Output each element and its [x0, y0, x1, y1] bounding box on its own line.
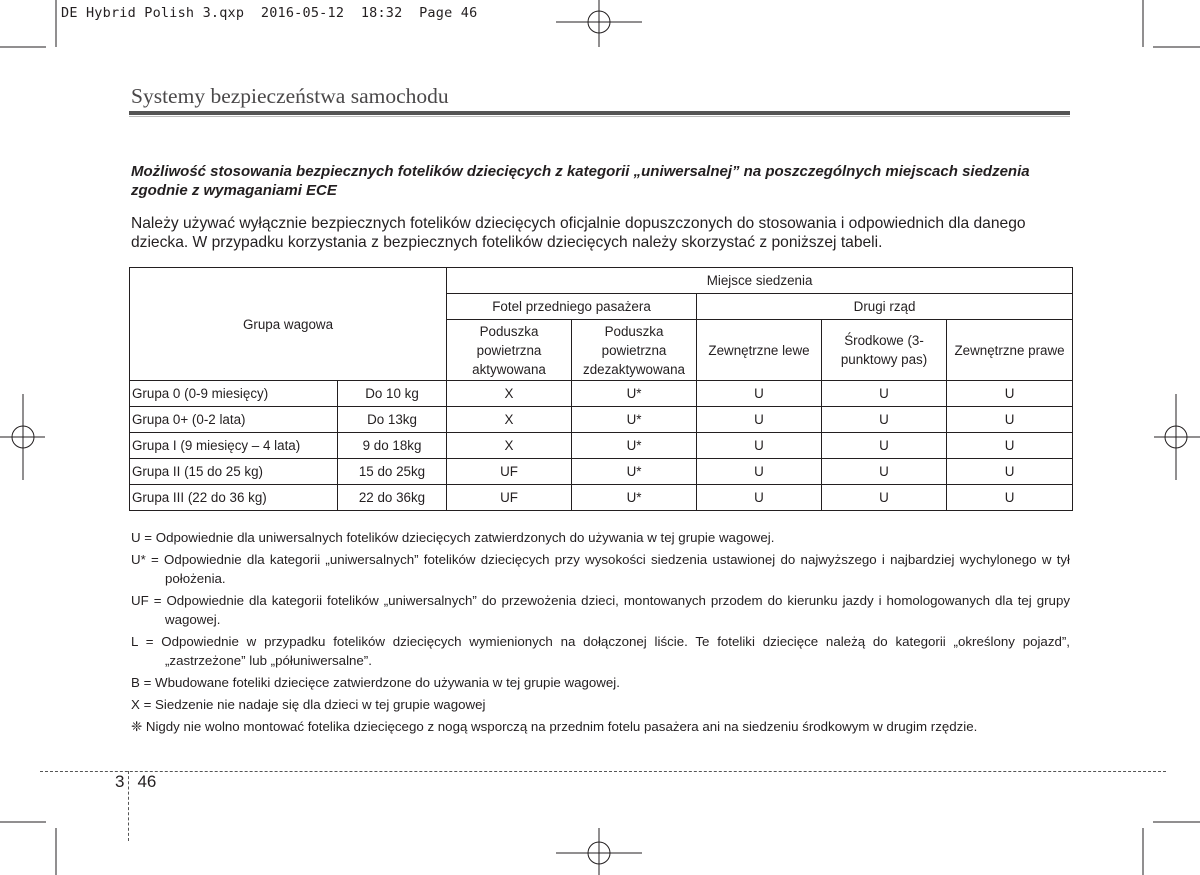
second-row-header: Drugi rząd — [697, 294, 1073, 320]
chapter-number: 3 — [115, 772, 125, 791]
group-cell: Grupa 0 (0-9 miesięcy) — [130, 381, 338, 407]
weight-cell: Do 10 kg — [338, 381, 447, 407]
center-cell: U — [822, 485, 947, 511]
subsection-heading: Możliwość stosowania bezpiecznych fotelików dziecięcych z kategorii „uniwersalnej” na poszczególnych miejscach siedzenia zgodnie z wymaganiami ECE — [131, 163, 1030, 199]
section-title: Systemy bezpieczeństwa samochodu — [131, 84, 449, 108]
page-number-value: 46 — [137, 772, 157, 791]
airbag-on-cell: X — [447, 433, 572, 459]
seat-position-header: Miejsce siedzenia — [447, 268, 1073, 294]
registration-mark-bottom — [556, 828, 642, 875]
table-row — [130, 433, 1073, 459]
note-l: L = Odpowiednie w przypadku fotelików dziecięcych wymienionych na dołączonej liście. Te foteliki dziecięce należą do kategorii „określony pojazd”, „zastrzeżone” lub „półuniwersalne”. — [131, 634, 1070, 668]
weight-cell: 22 do 36kg — [338, 485, 447, 511]
registration-mark-top — [556, 0, 642, 47]
airbag-off-cell: U* — [572, 381, 697, 407]
center-cell: U — [822, 381, 947, 407]
center-cell: U — [822, 459, 947, 485]
airbag-off-cell: U* — [572, 485, 697, 511]
title-rule — [129, 111, 1070, 115]
col-airbag-off: Poduszka powietrzna zdezaktywowana — [572, 320, 697, 381]
airbag-on-cell: UF — [447, 459, 572, 485]
airbag-on-cell: X — [447, 381, 572, 407]
center-cell: U — [822, 433, 947, 459]
airbag-off-cell: U* — [572, 407, 697, 433]
weight-cell: Do 13kg — [338, 407, 447, 433]
table-row — [130, 485, 1073, 511]
slug-file: DE Hybrid Polish 3.qxp — [61, 5, 245, 21]
outer-right-cell: U — [947, 485, 1073, 511]
slug-time: 18:32 — [360, 5, 403, 21]
outer-left-cell: U — [697, 381, 822, 407]
table-row — [130, 407, 1073, 433]
front-passenger-header: Fotel przedniego pasażera — [447, 294, 697, 320]
weight-cell: 15 do 25kg — [338, 459, 447, 485]
outer-right-cell: U — [947, 407, 1073, 433]
weight-group-header: Grupa wagowa — [130, 268, 447, 381]
airbag-on-cell: UF — [447, 485, 572, 511]
outer-right-cell: U — [947, 459, 1073, 485]
intro-paragraph: Należy używać wyłącznie bezpiecznych fotelików dziecięcych oficjalnie dopuszczonych do stosowania i odpowiednich dla danego dziecka. W przypadku korzystania z bezpiecznych fotelików dziecięcych należy skorzystać z poniższej tabeli. — [131, 215, 1026, 251]
col-outer-left: Zewnętrzne lewe — [697, 320, 822, 381]
group-cell: Grupa III (22 do 36 kg) — [130, 485, 338, 511]
note-warning: ❈ Nigdy nie wolno montować fotelika dziecięcego z nogą wsporczą na przednim fotelu pasażera ani na siedzeniu środkowym w drugim rzędzie. — [131, 719, 978, 734]
outer-left-cell: U — [697, 433, 822, 459]
legend-notes — [131, 528, 1070, 739]
footer-dashed-rule — [40, 771, 1166, 772]
note-b: B = Wbudowane foteliki dziecięce zatwierdzone do używania w tej grupie wagowej. — [131, 675, 620, 690]
col-center: Środkowe (3-punktowy pas) — [822, 320, 947, 381]
page-number — [115, 772, 156, 792]
group-cell: Grupa II (15 do 25 kg) — [130, 459, 338, 485]
weight-cell: 9 do 18kg — [338, 433, 447, 459]
note-u: U = Odpowiednie dla uniwersalnych fotelików dziecięcych zatwierdzonych do używania w tej grupie wagowej. — [131, 530, 775, 545]
col-airbag-on: Poduszka powietrzna aktywowana — [447, 320, 572, 381]
registration-mark-right — [1154, 394, 1200, 480]
registration-mark-left — [0, 394, 45, 480]
center-cell: U — [822, 407, 947, 433]
note-u-star: U* = Odpowiednie dla kategorii „uniwersalnych” fotelików dziecięcych przy wysokości siedzenia ustawionej do najwyższego i najbardziej wychylonego w tył położenia. — [131, 552, 1070, 586]
outer-left-cell: U — [697, 459, 822, 485]
outer-left-cell: U — [697, 485, 822, 511]
slug-page: Page 46 — [419, 5, 478, 21]
note-x: X = Siedzenie nie nadaje się dla dzieci w tej grupie wagowej — [131, 697, 486, 712]
group-cell: Grupa I (9 miesięcy – 4 lata) — [130, 433, 338, 459]
outer-right-cell: U — [947, 381, 1073, 407]
group-cell: Grupa 0+ (0-2 lata) — [130, 407, 338, 433]
col-outer-right: Zewnętrzne prawe — [947, 320, 1073, 381]
outer-left-cell: U — [697, 407, 822, 433]
airbag-off-cell: U* — [572, 433, 697, 459]
airbag-on-cell: X — [447, 407, 572, 433]
child-seat-table — [129, 267, 1073, 511]
table-row — [130, 381, 1073, 407]
title-rule-thin — [129, 116, 1070, 117]
slug-date: 2016-05-12 — [260, 5, 345, 21]
airbag-off-cell: U* — [572, 459, 697, 485]
table-row — [130, 459, 1073, 485]
note-uf: UF = Odpowiednie dla kategorii fotelików „uniwersalnych” do przewożenia dzieci, montowanych przodem do kierunku jazdy i homologowanych dla tej grupy wagowej. — [131, 593, 1070, 627]
outer-right-cell: U — [947, 433, 1073, 459]
